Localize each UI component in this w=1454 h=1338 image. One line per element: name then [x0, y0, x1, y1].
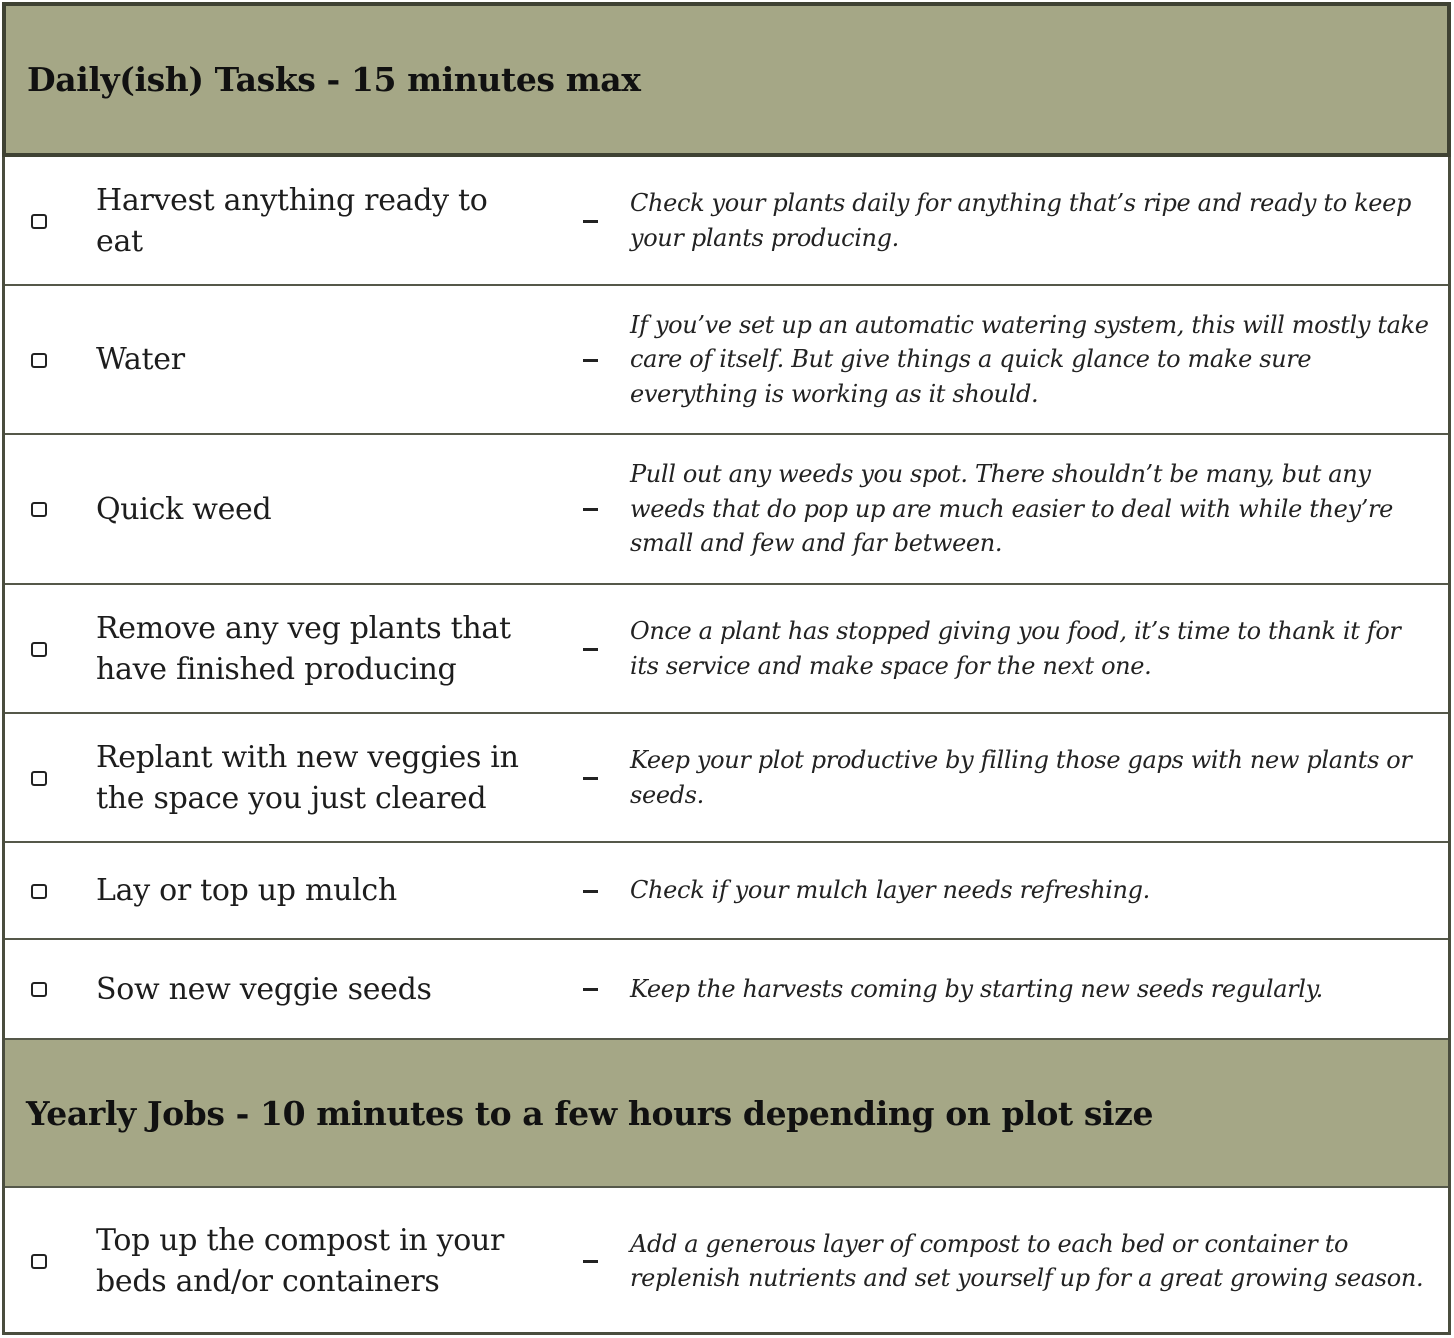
- dash-separator: [583, 508, 598, 511]
- section-header-daily: Daily(ish) Tasks - 15 minutes max: [2, 2, 1451, 157]
- task-name: Replant with new veggies in the space you just cleared: [96, 739, 519, 816]
- checkbox-sow-seeds[interactable]: [31, 982, 47, 997]
- checkbox-replant[interactable]: [31, 771, 47, 786]
- dash-separator: [583, 777, 598, 780]
- task-row: [5, 940, 1448, 1038]
- task-row: [5, 157, 1448, 286]
- dash-separator: [583, 988, 598, 991]
- checkbox-compost[interactable]: [31, 1254, 47, 1269]
- checkbox-remove-plants[interactable]: [31, 642, 47, 657]
- task-row: [5, 435, 1448, 585]
- task-description: Keep your plot productive by filling those gaps with new plants or seeds.: [630, 746, 1412, 809]
- task-name: Harvest anything ready to eat: [96, 182, 488, 259]
- task-description: Pull out any weeds you spot. There shouldn’t be many, but any weeds that do pop up are much easier to deal with while they’re small and few and far between.: [630, 460, 1393, 558]
- task-description: Check your plants daily for anything that’s ripe and ready to keep your plants producing.: [630, 189, 1411, 252]
- task-description: Check if your mulch layer needs refreshing.: [630, 876, 1150, 905]
- dash-separator: [583, 648, 598, 651]
- task-row: [5, 585, 1448, 714]
- task-name: Remove any veg plants that have finished producing: [96, 610, 511, 687]
- task-name: Lay or top up mulch: [96, 873, 397, 908]
- task-row: [5, 286, 1448, 435]
- dash-separator: [583, 890, 598, 893]
- dash-separator: [583, 1260, 598, 1263]
- task-description: Once a plant has stopped giving you food, it’s time to thank it for its service and make space for the next one.: [630, 617, 1401, 680]
- checkbox-harvest[interactable]: [31, 214, 47, 229]
- section-header-yearly: Yearly Jobs - 10 minutes to a few hours depending on plot size: [5, 1038, 1448, 1188]
- task-row: [5, 714, 1448, 843]
- dash-separator: [583, 359, 598, 362]
- task-name: Water: [96, 342, 185, 377]
- dash-separator: [583, 220, 598, 223]
- task-name: Top up the compost in your beds and/or containers: [96, 1223, 505, 1299]
- task-description: Keep the harvests coming by starting new seeds regularly.: [630, 974, 1323, 1003]
- checkbox-weed[interactable]: [31, 502, 47, 517]
- task-row: [5, 1188, 1448, 1334]
- task-row: [5, 843, 1448, 940]
- task-name: Sow new veggie seeds: [96, 971, 432, 1007]
- task-name: Quick weed: [96, 491, 272, 527]
- checkbox-mulch[interactable]: [31, 884, 47, 899]
- task-checklist: [2, 2, 1451, 1335]
- task-description: Add a generous layer of compost to each bed or container to replenish nutrients and set yourself up for a great growing season.: [630, 1229, 1424, 1292]
- task-description: If you’ve set up an automatic watering system, this will mostly take care of itself. But give things a quick glance to make sure everything is working as it should.: [630, 310, 1429, 408]
- checkbox-water[interactable]: [31, 353, 47, 368]
